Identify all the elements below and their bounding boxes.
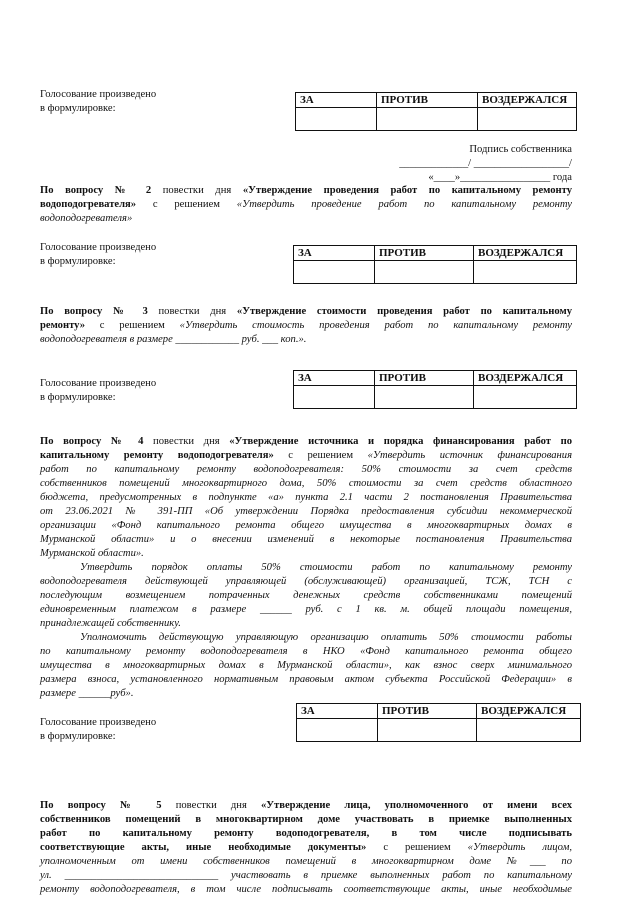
vote-label-line2: в формулировке: [40,256,116,267]
signature-date-line[interactable]: «____»_________________ года [428,172,572,183]
q4-text-b4: принадлежащей собственнику. [40,618,181,629]
q4-title-2: капитальному ремонту водоподогревателя» [40,450,274,461]
q2-decision: с решением [136,199,237,210]
vote-header-for: ЗА [294,371,375,386]
q2-mid: повестки дня [151,185,243,196]
vote-label-line2: в формулировке: [40,731,116,742]
vote-cell-abstain[interactable] [474,386,577,409]
vote-header-against: ПРОТИВ [375,371,474,386]
q2-text-2: водоподогревателя» [40,213,133,224]
q5-title-4: соответствующие акты, иные необходимые документы» [40,842,367,853]
question-3 [40,305,572,347]
vote-header-abstain: ВОЗДЕРЖАЛСЯ [474,246,577,261]
vote-label-block-1 [40,88,200,116]
q4-text-a1: работ по капитальному ремонту водоподогревателя: 50% стоимости за счет средств [40,464,572,475]
vote-header-abstain: ВОЗДЕРЖАЛСЯ [478,93,577,108]
vote-cell-against[interactable] [375,386,474,409]
q4-text-b2: последующим возмещением потраченных денежных средств собственниками помещений [40,590,572,601]
q4-text-b3: единовременным платежом в размере ______ руб. с 1 кв. м. общей площади помещения, [40,604,572,615]
signature-name-line[interactable]: _____________/ __________________/ [399,158,572,169]
q4-text-c4: размере ______руб». [40,688,134,699]
q4-text-c1: по капитальному ремонту водоподогревателя в НКО «Фонд капитального ремонта общего [40,646,572,657]
q3-title-1: «Утверждение стоимости проведения работ по капитальному [236,306,572,317]
q4-mid: повестки дня [143,436,230,447]
q4-text-a3: бюджета, предусмотренных в подпункте «а» пункта 2.1 части 2 постановления Правительства [40,492,572,503]
vote-cell-abstain[interactable] [474,261,577,284]
vote-header-against: ПРОТИВ [377,93,478,108]
question-5 [40,799,572,897]
q5-title-2: собственников помещений в многоквартирном доме участвовать в приемке выполненных [40,814,572,825]
q5-title-1: «Утверждение лица, уполномоченного от имени всех [260,800,572,811]
vote-label-block-3 [40,377,200,405]
q3-prefix: По вопросу № 3 [40,306,148,317]
q5-title-3: работ по капитальному ремонту водоподогревателя, в том числе подписывать [40,828,572,839]
vote-cell-against[interactable] [375,261,474,284]
q3-text-1: «Утвердить стоимость проведения работ по капитальному ремонту [179,320,572,331]
vote-cell-for[interactable] [296,108,377,131]
vote-header-against: ПРОТИВ [375,246,474,261]
vote-label-block-4 [40,716,200,744]
vote-table-4 [296,703,581,742]
vote-label-line2: в формулировке: [40,392,116,403]
q4-text-a4: от 23.06.2021 № 391-ПП «Об утверждении Порядка предоставления субсидии некоммерческой [40,506,572,517]
q2-prefix: По вопросу № 2 [40,185,152,196]
vote-cell-for[interactable] [294,261,375,284]
vote-cell-abstain[interactable] [478,108,577,131]
q3-title-2: ремонту» [40,320,85,331]
q5-mid: повестки дня [161,800,261,811]
q4-prefix: По вопросу № 4 [40,436,144,447]
q5-text-4: ремонту водоподогревателя, в том числе подписывать соответствующие акты, иные необходимые [40,884,572,895]
vote-cell-abstain[interactable] [477,719,581,742]
vote-table-1 [295,92,577,131]
q5-text-3: ул. _____________________________ участвовать в приемке выполненных работ по капитальному [40,870,572,881]
vote-cell-for[interactable] [294,386,375,409]
vote-label-line1: Голосование произведено [40,242,157,253]
vote-cell-against[interactable] [378,719,477,742]
vote-label-line1: Голосование произведено [40,717,157,728]
signature-caption: Подпись собственника [469,144,572,155]
question-4 [40,435,572,701]
vote-header-for: ЗА [297,704,378,719]
q4-text-c3: размера взноса, установленного нормативным правовым актом субъекта Российской Федерации» в [40,674,572,685]
q5-prefix: По вопросу № 5 [40,800,162,811]
vote-header-abstain: ВОЗДЕРЖАЛСЯ [474,371,577,386]
vote-cell-for[interactable] [297,719,378,742]
vote-table-2 [293,245,577,284]
q3-decision: с решением [85,320,180,331]
q4-text-a2: собственников помещений многоквартирного дома, 50% стоимости за счет средств областного [40,478,572,489]
q4-title-1: «Утверждение источника и порядка финансирования работ по [229,436,572,447]
q4-text-b0: Утвердить порядок оплаты 50% стоимости работ по капитальному ремонту [80,562,572,573]
q4-text-a6: Мурманской области» и о внесении изменений в некоторые постановления Правительства [40,534,572,545]
q3-text-2: водоподогревателя в размере ____________ руб. ___ коп.». [40,334,307,345]
signature-block [399,143,572,185]
vote-header-abstain: ВОЗДЕРЖАЛСЯ [477,704,581,719]
q4-text-c0: Уполномочить действующую управляющую организацию оплатить 50% стоимости работы [80,632,572,643]
vote-header-against: ПРОТИВ [378,704,477,719]
q4-text-b1: водоподогревателя действующей управляющей (обслуживающей) организацией, ТСЖ, ТСН с [40,576,572,587]
q4-text-a7: Мурманской области». [40,548,144,559]
q2-title-2: водоподогревателя» [40,199,137,210]
question-2 [40,184,572,226]
q2-title-1: «Утверждение проведения работ по капитальному ремонту [242,185,572,196]
q4-decision: с решением [273,450,368,461]
q2-text-1: «Утвердить проведение работ по капитальному ремонту [236,199,572,210]
q5-text-1: «Утвердить лицом, [467,842,572,853]
q4-text-a0: «Утвердить источник финансирования [367,450,572,461]
q4-text-a5: организации «Фонд капитального ремонта общего имущества в многоквартирных домах в [40,520,572,531]
vote-header-for: ЗА [294,246,375,261]
vote-label-line2: в формулировке: [40,103,116,114]
q3-mid: повестки дня [147,306,237,317]
vote-label-line1: Голосование произведено [40,89,157,100]
q4-text-c2: имущества в многоквартирных домах в Мурманской области», как взнос сверх минимального [40,660,572,671]
vote-cell-against[interactable] [377,108,478,131]
vote-header-for: ЗА [296,93,377,108]
vote-label-block-2 [40,241,200,269]
vote-table-3 [293,370,577,409]
q5-text-2: уполномоченным от имени собственников помещений в многоквартирном доме №___ по [40,856,572,867]
q5-decision: с решением [366,842,468,853]
vote-label-line1: Голосование произведено [40,378,157,389]
